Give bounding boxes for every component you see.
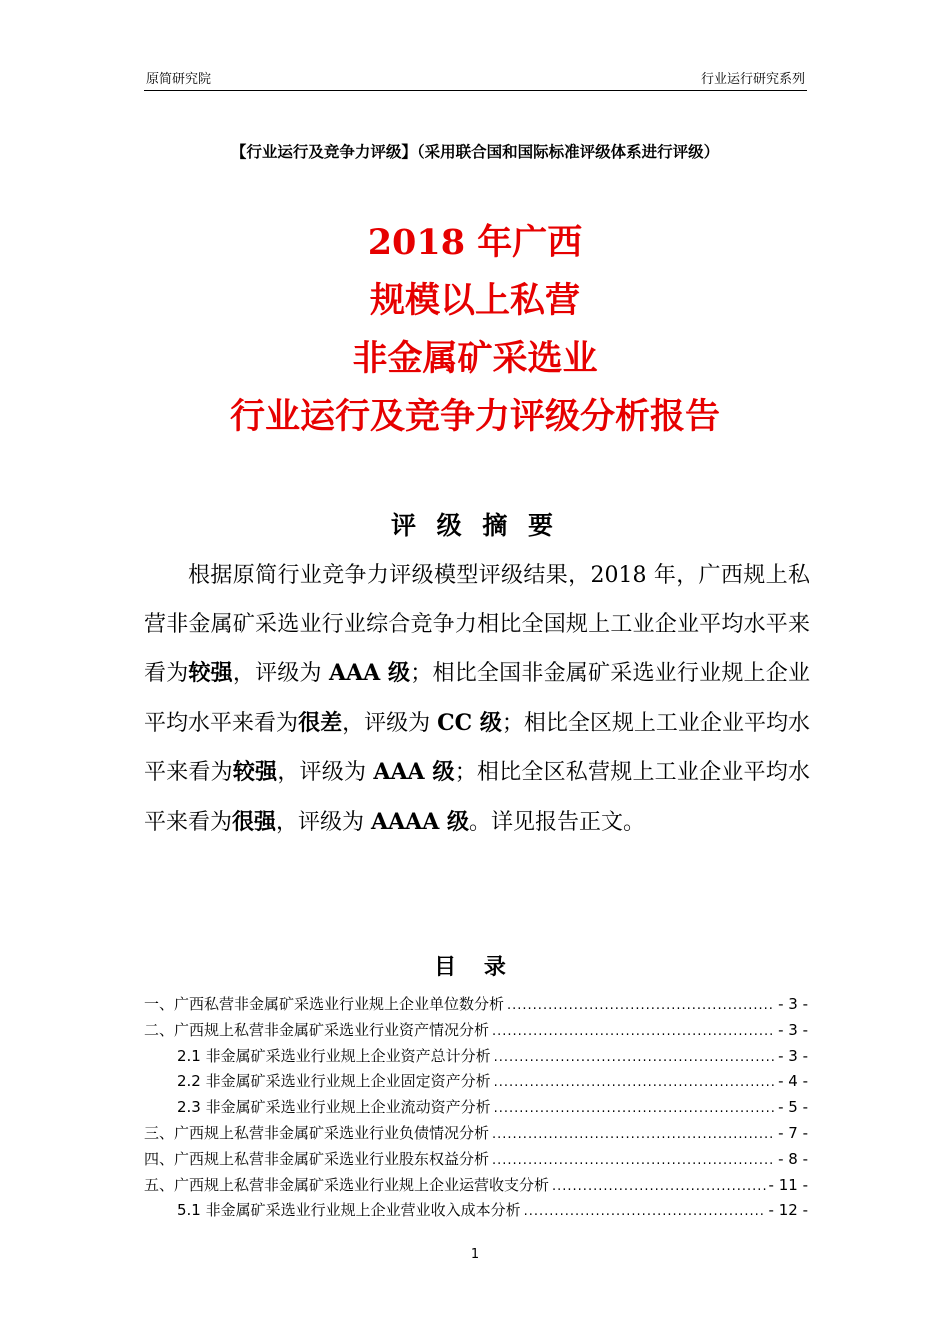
toc-leader-dots: [507, 993, 775, 1019]
toc-item-title: 2.2 非金属矿采选业行业规上企业固定资产分析: [177, 1072, 491, 1091]
toc-item-title: 2.1 非金属矿采选业行业规上企业资产总计分析: [177, 1046, 491, 1065]
summary-text: ，评级为: [277, 760, 374, 785]
summary-rating: AAA 级: [373, 759, 455, 785]
title-line: 行业运行及竞争力评级分析报告: [229, 396, 720, 437]
report-tagline: 【行业运行及竞争力评级】（采用联合国和国际标准评级体系进行评级）: [230, 143, 720, 161]
header-org-name: 原简研究院: [146, 72, 212, 87]
title-line: 2018 年广西: [367, 222, 583, 263]
toc-item-page: - 5 -: [778, 1098, 808, 1117]
toc-leader-dots: [494, 1096, 775, 1122]
toc-item[interactable]: [144, 992, 808, 1018]
toc-item-title: 二、广西规上私营非金属矿采选业行业资产情况分析: [144, 1020, 490, 1039]
report-title: [0, 214, 950, 446]
summary-rating: CC 级: [437, 709, 502, 736]
toc-leader-dots: [494, 1045, 775, 1071]
summary-text: ；相比全国非金属矿采选业行业规上企业平均水平来看为: [144, 661, 810, 736]
toc-item[interactable]: [144, 1018, 808, 1044]
table-of-contents: [144, 992, 808, 1224]
toc-leader-dots: [492, 1148, 775, 1174]
toc-item-page: - 11 -: [768, 1175, 808, 1194]
toc-leader-dots: [552, 1174, 766, 1200]
summary-text: ，评级为: [232, 661, 329, 686]
toc-item[interactable]: [144, 1147, 808, 1173]
toc-item-title: 四、广西规上私营非金属矿采选业行业股东权益分析: [144, 1149, 490, 1168]
toc-item[interactable]: [144, 1173, 808, 1199]
title-line: 非金属矿采选业: [352, 338, 598, 379]
summary-heading: 评 级 摘 要: [390, 511, 560, 540]
title-line: 规模以上私营: [369, 280, 580, 321]
summary-rating: AAA 级: [328, 660, 411, 686]
header-series-name: 行业运行研究系列: [700, 72, 805, 87]
toc-item[interactable]: [144, 1121, 808, 1147]
toc-item-page: - 4 -: [778, 1072, 808, 1091]
toc-subitem[interactable]: [144, 1044, 808, 1070]
summary-text: ；相比全区规上工业企业平均水平来看为: [144, 710, 810, 785]
toc-subitem[interactable]: [144, 1069, 808, 1095]
toc-item-title: 一、广西私营非金属矿采选业行业规上企业单位数分析: [144, 995, 505, 1013]
toc-item-title: 三、广西规上私营非金属矿采选业行业负债情况分析: [144, 1123, 490, 1142]
toc-heading: 目 录: [434, 955, 516, 980]
summary-text: ，评级为: [342, 710, 438, 736]
toc-leader-dots: [492, 1122, 775, 1148]
page-header: [144, 66, 807, 91]
toc-item-page: - 3 -: [778, 1046, 808, 1065]
toc-item-page: - 8 -: [778, 1149, 808, 1168]
toc-leader-dots: [524, 1199, 766, 1225]
summary-rating: AAAA 级: [371, 808, 469, 835]
summary-emphasis: 很强: [232, 808, 277, 835]
toc-subitem[interactable]: [144, 1095, 808, 1121]
toc-item-page: - 3 -: [778, 1020, 808, 1039]
toc-subitem[interactable]: [144, 1198, 808, 1224]
summary-emphasis: 较强: [188, 660, 233, 686]
summary-text: 。详见报告正文。: [468, 809, 645, 835]
toc-item-title: 2.3 非金属矿采选业行业规上企业流动资产分析: [177, 1098, 491, 1117]
summary-text: ，评级为: [276, 809, 372, 835]
toc-item-title: 5.1 非金属矿采选业行业规上企业营业收入成本分析: [177, 1201, 521, 1220]
toc-item-title: 五、广西规上私营非金属矿采选业行业规上企业运营收支分析: [144, 1175, 550, 1194]
toc-item-page: - 3 -: [778, 995, 808, 1013]
toc-leader-dots: [494, 1070, 775, 1096]
page-number: 1: [470, 1247, 480, 1262]
summary-emphasis: 较强: [232, 759, 278, 785]
summary-text: ；相比全区私营规上工业企业平均水平来看为: [144, 760, 810, 835]
summary-text: 根据原简行业竞争力评级模型评级结果，2018 年，广西规上私营非金属矿采选业行业综合竞争力相比全国规上工业企业平均水平来看为: [144, 563, 810, 686]
toc-item-page: - 12 -: [768, 1201, 808, 1220]
summary-paragraph: [144, 552, 810, 847]
toc-leader-dots: [492, 1019, 775, 1045]
toc-item-page: - 7 -: [778, 1123, 808, 1142]
summary-emphasis: 很差: [298, 709, 343, 736]
